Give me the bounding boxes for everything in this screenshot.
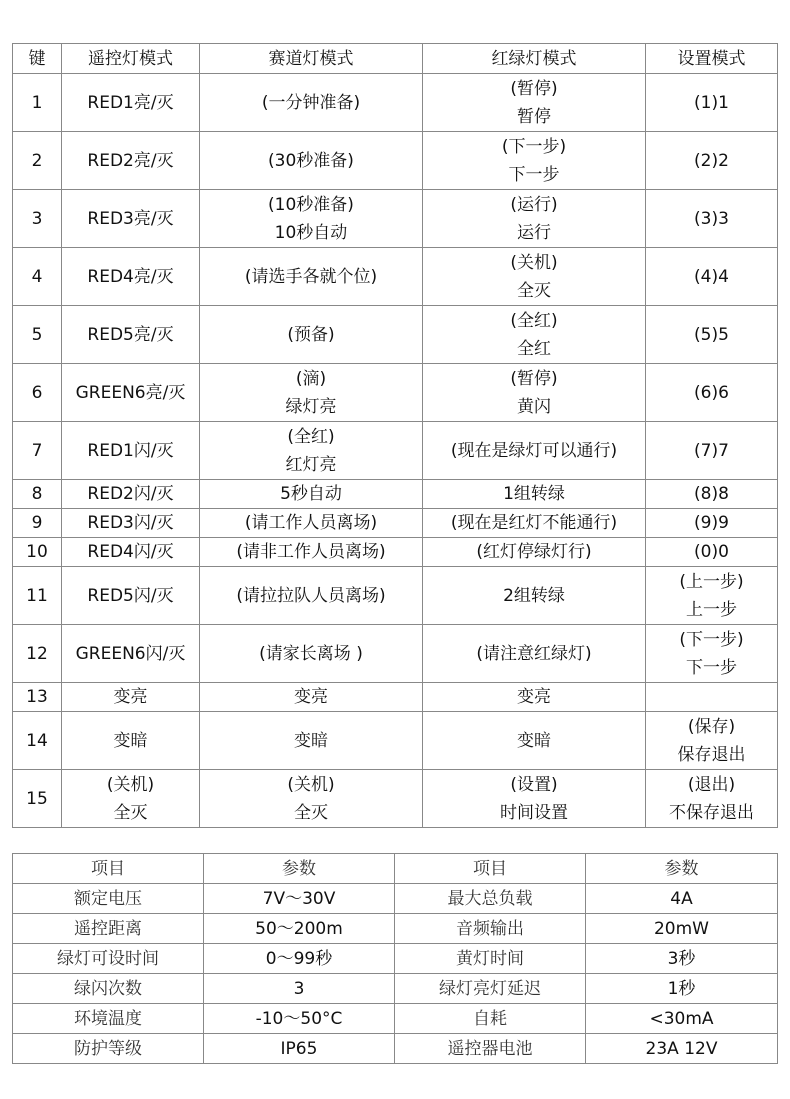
traffic-cell [423,538,646,567]
traffic-cell [423,422,646,480]
spec-table-header-row [13,854,778,884]
remote-text: RED2闪/灭 [87,484,174,504]
track-text: (全红) [287,426,335,447]
remote-text: RED4亮/灭 [87,266,174,287]
header-setting-mode: 设置模式 [646,44,778,74]
traffic-cell [423,364,646,422]
setting-text: (5)5 [694,324,729,345]
key-mode-table [12,43,778,828]
remote-text: GREEN6闪/灭 [75,643,186,664]
spec-item-cell: 最大总负载 [395,884,586,914]
setting-cell [646,132,778,190]
setting-cell [646,364,778,422]
track-text: (请家长离场 ) [259,643,363,664]
traffic-cell [423,132,646,190]
traffic-text: (下一步) [501,136,567,157]
traffic-text: (关机) [510,252,558,273]
remote-cell [62,132,200,190]
track-text: 全灭 [294,802,328,823]
header-traffic-mode: 红绿灯模式 [423,44,646,74]
remote-cell [62,422,200,480]
traffic-text: 全灭 [517,280,551,301]
traffic-text: (暂停) [510,368,558,389]
remote-text: GREEN6亮/灭 [75,382,186,403]
track-text: 10秒自动 [274,222,348,243]
remote-text: 变暗 [113,730,148,751]
setting-cell [646,567,778,625]
remote-cell [62,538,200,567]
spec-header-item-2: 项目 [395,854,586,884]
setting-text: (2)2 [694,150,729,171]
traffic-cell [423,480,646,509]
traffic-cell [423,683,646,712]
setting-text: (1)1 [694,92,729,113]
track-text: (30秒准备) [268,150,354,171]
track-text: (一分钟准备) [261,92,361,113]
spec-item-cell: 额定电压 [13,884,204,914]
track-cell [200,683,423,712]
spec-item-cell: 环境温度 [13,1004,204,1034]
track-cell [200,480,423,509]
table-row [13,974,778,1004]
spec-item-cell: 遥控距离 [13,914,204,944]
spec-item-cell: 绿灯可设时间 [13,944,204,974]
traffic-text: (设置) [510,774,558,795]
remote-text: RED5亮/灭 [87,324,174,345]
spec-param-cell: -10～50°C [204,1004,395,1034]
setting-cell [646,74,778,132]
traffic-cell [423,712,646,770]
key-cell: 6 [13,364,62,422]
table-row [13,190,778,248]
key-cell: 14 [13,712,62,770]
track-text: (请非工作人员离场) [236,542,386,562]
setting-cell [646,770,778,828]
traffic-text: (现在是绿灯可以通行) [450,440,618,461]
key-cell: 11 [13,567,62,625]
table-row [13,538,778,567]
setting-cell [646,509,778,538]
spec-param-cell: 3秒 [586,944,778,974]
table-row [13,422,778,480]
traffic-text: 变暗 [517,730,551,751]
spec-item-cell: 黄灯时间 [395,944,586,974]
setting-text: (6)6 [694,382,729,403]
remote-cell [62,248,200,306]
traffic-cell [423,74,646,132]
traffic-text: 时间设置 [500,802,568,823]
remote-cell [62,74,200,132]
traffic-text: (运行) [510,194,558,215]
track-cell [200,306,423,364]
table-row [13,248,778,306]
track-cell [200,190,423,248]
spec-item-cell: 自耗 [395,1004,586,1034]
traffic-text: (全红) [510,310,558,331]
setting-cell [646,422,778,480]
spec-param-cell: 23A 12V [586,1034,778,1064]
remote-text: RED5闪/灭 [87,585,174,606]
track-text: 变暗 [294,730,328,751]
track-text: (预备) [287,324,335,345]
key-table-header-row [13,44,778,74]
spec-param-cell: IP65 [204,1034,395,1064]
track-text: 5秒自动 [280,484,342,504]
track-text: 绿灯亮 [285,396,337,417]
table-row [13,1004,778,1034]
traffic-text: 1组转绿 [503,484,565,504]
key-table-body [13,74,778,828]
track-cell [200,74,423,132]
key-cell: 12 [13,625,62,683]
setting-text: (7)7 [694,440,729,461]
traffic-text: (现在是红灯不能通行) [450,513,618,533]
track-cell [200,770,423,828]
table-row [13,509,778,538]
remote-text: RED3闪/灭 [87,513,174,533]
track-cell [200,422,423,480]
table-row [13,683,778,712]
traffic-text: 变亮 [517,687,551,707]
remote-cell [62,712,200,770]
spec-item-cell: 绿闪次数 [13,974,204,1004]
setting-cell [646,306,778,364]
traffic-text: 暂停 [517,106,551,127]
spec-param-cell: 20mW [586,914,778,944]
spec-param-cell: 7V～30V [204,884,395,914]
track-cell [200,132,423,190]
traffic-text: (暂停) [510,78,558,99]
spec-param-cell: 0～99秒 [204,944,395,974]
setting-cell [646,538,778,567]
traffic-cell [423,248,646,306]
setting-text: 上一步 [686,599,737,620]
table-row [13,712,778,770]
setting-text: (3)3 [694,208,729,229]
spec-param-cell: 4A [586,884,778,914]
setting-text: (下一步) [679,629,744,650]
track-text: (请选手各就个位) [244,266,378,287]
setting-text: (8)8 [694,484,729,504]
remote-text: RED2亮/灭 [87,150,174,171]
header-remote-mode: 遥控灯模式 [62,44,200,74]
table-row [13,74,778,132]
traffic-cell [423,625,646,683]
setting-cell [646,683,778,712]
spec-header-item: 项目 [13,854,204,884]
traffic-text: 下一步 [508,164,560,185]
track-cell [200,248,423,306]
key-cell: 15 [13,770,62,828]
setting-text: 保存退出 [677,744,746,765]
remote-text: 变亮 [113,687,148,707]
traffic-text: 运行 [517,222,551,243]
traffic-cell [423,190,646,248]
table-row [13,1034,778,1064]
key-cell: 2 [13,132,62,190]
spec-table-body [13,884,778,1064]
traffic-text: 全红 [517,338,551,359]
setting-cell [646,248,778,306]
key-cell: 3 [13,190,62,248]
setting-text: (9)9 [694,513,729,533]
table-row [13,364,778,422]
spec-item-cell: 绿灯亮灯延迟 [395,974,586,1004]
setting-text: (4)4 [694,266,729,287]
key-cell: 7 [13,422,62,480]
remote-cell [62,364,200,422]
track-cell [200,509,423,538]
table-row [13,567,778,625]
spec-param-cell: 3 [204,974,395,1004]
track-cell [200,364,423,422]
table-row [13,625,778,683]
remote-cell [62,306,200,364]
remote-text: RED3亮/灭 [87,208,174,229]
table-row [13,306,778,364]
track-text: 红灯亮 [285,454,337,475]
setting-text: (上一步) [679,571,744,592]
track-text: (请拉拉队人员离场) [236,585,386,606]
setting-text: 下一步 [686,657,737,678]
remote-cell [62,509,200,538]
remote-text: RED1闪/灭 [87,440,174,461]
table-row [13,914,778,944]
setting-cell [646,712,778,770]
key-cell: 10 [13,538,62,567]
spec-header-param: 参数 [204,854,395,884]
remote-cell [62,190,200,248]
spec-param-cell: 1秒 [586,974,778,1004]
spec-param-cell: 50～200m [204,914,395,944]
table-row [13,770,778,828]
setting-cell [646,480,778,509]
remote-text: (关机) [106,774,155,795]
header-track-mode: 赛道灯模式 [200,44,423,74]
track-text: (10秒准备) [268,194,354,215]
remote-cell [62,770,200,828]
setting-text: 不保存退出 [669,802,754,823]
spec-header-param-2: 参数 [586,854,778,884]
key-cell: 4 [13,248,62,306]
traffic-cell [423,509,646,538]
remote-cell [62,625,200,683]
traffic-cell [423,306,646,364]
spec-item-cell: 遥控器电池 [395,1034,586,1064]
traffic-text: (请注意红绿灯) [476,643,592,664]
spec-param-cell: <30mA [586,1004,778,1034]
table-row [13,884,778,914]
setting-text: (保存) [687,716,736,737]
setting-cell [646,190,778,248]
remote-cell [62,683,200,712]
track-cell [200,567,423,625]
remote-cell [62,567,200,625]
track-text: (请工作人员离场) [244,513,378,533]
track-text: (滴) [295,368,327,389]
table-row [13,132,778,190]
track-text: 变亮 [294,687,328,707]
traffic-cell [423,770,646,828]
remote-cell [62,480,200,509]
key-cell: 5 [13,306,62,364]
remote-text: 全灭 [113,802,148,823]
key-cell: 1 [13,74,62,132]
key-cell: 13 [13,683,62,712]
traffic-text: 2组转绿 [503,585,565,606]
traffic-text: (红灯停绿灯行) [476,542,592,562]
setting-cell [646,625,778,683]
setting-text: (退出) [687,774,736,795]
key-cell: 9 [13,509,62,538]
track-text: (关机) [287,774,335,795]
table-row [13,944,778,974]
spec-item-cell: 防护等级 [13,1034,204,1064]
header-key: 键 [13,44,62,74]
setting-text: (0)0 [694,542,729,562]
track-cell [200,538,423,567]
track-cell [200,712,423,770]
remote-text: RED1亮/灭 [87,92,174,113]
spec-table [12,853,778,1064]
spec-item-cell: 音频输出 [395,914,586,944]
track-cell [200,625,423,683]
traffic-cell [423,567,646,625]
table-row [13,480,778,509]
traffic-text: 黄闪 [517,396,551,417]
remote-text: RED4闪/灭 [87,542,174,562]
key-cell: 8 [13,480,62,509]
